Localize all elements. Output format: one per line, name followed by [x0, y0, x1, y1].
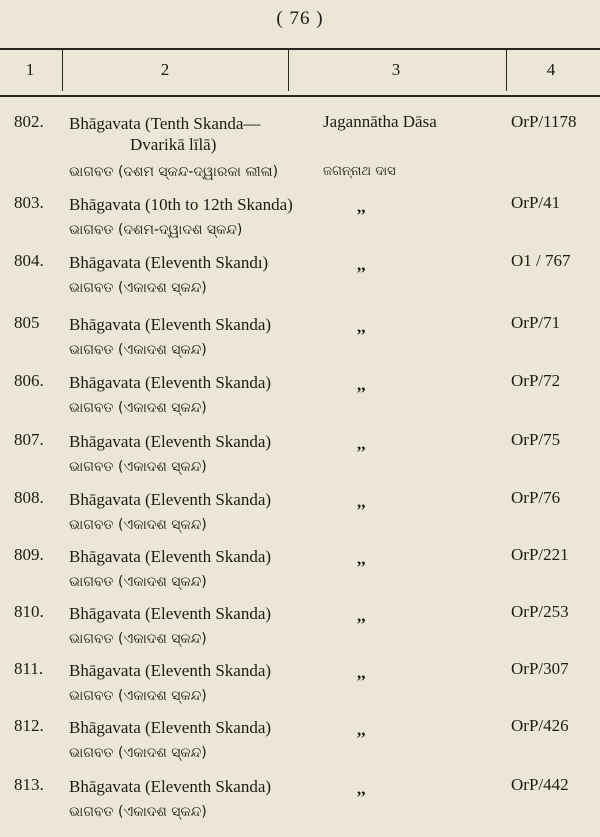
catalogue-entry: [0, 545, 600, 602]
table-header: [0, 48, 600, 97]
shelf-mark: OrP/41: [511, 193, 561, 212]
entry-number: 812.: [14, 716, 44, 735]
entry-number: 811.: [14, 659, 44, 678]
catalogue-entry: [0, 716, 600, 773]
entry-number: 802.: [14, 112, 44, 131]
ditto-mark: ,,: [357, 779, 366, 798]
catalogue-entry: [0, 371, 600, 428]
ditto-mark: ,,: [357, 255, 366, 274]
entry-author-odia: ଜଗନ୍ନାଥ ଦାସ: [323, 164, 396, 179]
catalogue-entry: [0, 193, 600, 250]
entry-number: 813.: [14, 775, 44, 794]
ditto-mark: ,,: [357, 375, 366, 394]
entry-number: 806.: [14, 371, 44, 390]
entry-number: 807.: [14, 430, 44, 449]
entry-title: Bhāgavata (Eleventh Skanda): [69, 432, 272, 451]
ditto-mark: ,,: [357, 317, 366, 336]
entry-title-odia: ଭାଗବତ (ଏକାଦଶ ସ୍କନ୍ଦ): [69, 459, 207, 475]
entry-title-odia: ଭାଗବତ (ଏକାଦଶ ସ୍କନ୍ଦ): [69, 517, 207, 533]
entry-title-odia: ଭାଗବତ (ଏକାଦଶ ସ୍କନ୍ଦ): [69, 400, 207, 416]
shelf-mark: OrP/75: [511, 430, 561, 449]
entry-title: Bhāgavata (Eleventh Skanda): [69, 373, 272, 392]
entry-title: Bhāgavata (10th to 12th Skanda): [69, 195, 293, 214]
entry-title-odia: ଭାଗବତ (ଏକାଦଶ ସ୍କନ୍ଦ): [69, 688, 207, 704]
ditto-mark: ,,: [357, 434, 366, 453]
entry-number: 803.: [14, 193, 44, 212]
shelf-mark: OrP/426: [511, 716, 569, 735]
catalogue-entry: [0, 488, 600, 545]
entry-number: 810.: [14, 602, 44, 621]
column-header-1: 1: [25, 60, 35, 79]
entry-title: Bhāgavata (Eleventh Skanda): [69, 604, 272, 623]
entry-title-odia: ଭାଗବତ (ଦଶମ ସ୍କନ୍ଦ-ଦ୍ୱାରକା ଲୀଳା): [69, 164, 279, 180]
entry-title-odia: ଭାଗବତ (ଦଶମ-ଦ୍ୱାଦଶ ସ୍କନ୍ଦ): [69, 222, 243, 238]
column-header-4: 4: [546, 60, 556, 79]
column-header-3: 3: [391, 60, 401, 79]
ditto-mark: ,,: [357, 606, 366, 625]
column-header-2: 2: [160, 60, 170, 79]
shelf-mark: OrP/253: [511, 602, 569, 621]
entry-number: 808.: [14, 488, 44, 507]
shelf-mark: OrP/307: [511, 659, 569, 678]
column-divider: [288, 50, 289, 91]
entry-title-odia: ଭାଗବତ (ଏକାଦଶ ସ୍କନ୍ଦ): [69, 804, 207, 820]
entry-title-odia: ଭାଗବତ (ଏକାଦଶ ସ୍କନ୍ଦ): [69, 631, 207, 647]
catalogue-entry: [0, 430, 600, 487]
catalogue-entry: [0, 659, 600, 716]
page-number: ( 76 ): [276, 8, 324, 29]
ditto-mark: ,,: [357, 197, 366, 216]
shelf-mark: OrP/71: [511, 313, 561, 332]
entry-title: Bhāgavata (Eleventh Skanda): [69, 718, 272, 737]
shelf-mark: OrP/442: [511, 775, 569, 794]
shelf-mark: OrP/221: [511, 545, 569, 564]
catalogue-entry: [0, 313, 600, 370]
entry-title-odia: ଭାଗବତ (ଏକାଦଶ ସ୍କନ୍ଦ): [69, 745, 207, 761]
catalogue-entry: [0, 251, 600, 308]
entry-title: Bhāgavata (Eleventh Skanda): [69, 661, 272, 680]
column-divider: [62, 50, 63, 91]
entry-author: Jagannātha Dāsa: [323, 112, 437, 131]
entry-title: Bhāgavata (Eleventh Skanda): [69, 490, 272, 509]
shelf-mark: OrP/76: [511, 488, 561, 507]
entry-title-odia: ଭାଗବତ (ଏକାଦଶ ସ୍କନ୍ଦ): [69, 574, 207, 590]
ditto-mark: ,,: [357, 549, 366, 568]
entry-title: Bhāgavata (Eleventh Skanda): [69, 777, 272, 796]
entry-title: Bhāgavata (Eleventh Skandı): [69, 253, 269, 272]
shelf-mark: OrP/72: [511, 371, 561, 390]
shelf-mark: O1 / 767: [511, 251, 571, 270]
ditto-mark: ,,: [357, 720, 366, 739]
entry-number: 804.: [14, 251, 44, 270]
entry-title: Bhāgavata (Eleventh Skanda): [69, 547, 272, 566]
shelf-mark: OrP/1178: [511, 112, 577, 131]
entry-title-odia: ଭାଗବତ (ଏକାଦଶ ସ୍କନ୍ଦ): [69, 342, 207, 358]
entry-number: 809.: [14, 545, 44, 564]
entry-title-continued: Dvarikā līlā): [130, 135, 217, 154]
catalogue-entry: [0, 775, 600, 832]
catalogue-entry: [0, 602, 600, 659]
entry-title-odia: ଭାଗବତ (ଏକାଦଶ ସ୍କନ୍ଦ): [69, 280, 207, 296]
column-divider: [506, 50, 507, 91]
entry-title: Bhāgavata (Tenth Skanda—: [69, 114, 261, 133]
entry-number: 805: [14, 313, 40, 332]
ditto-mark: ,,: [357, 663, 366, 682]
ditto-mark: ,,: [357, 492, 366, 511]
entry-title: Bhāgavata (Eleventh Skanda): [69, 315, 272, 334]
catalogue-entry: [0, 112, 600, 180]
